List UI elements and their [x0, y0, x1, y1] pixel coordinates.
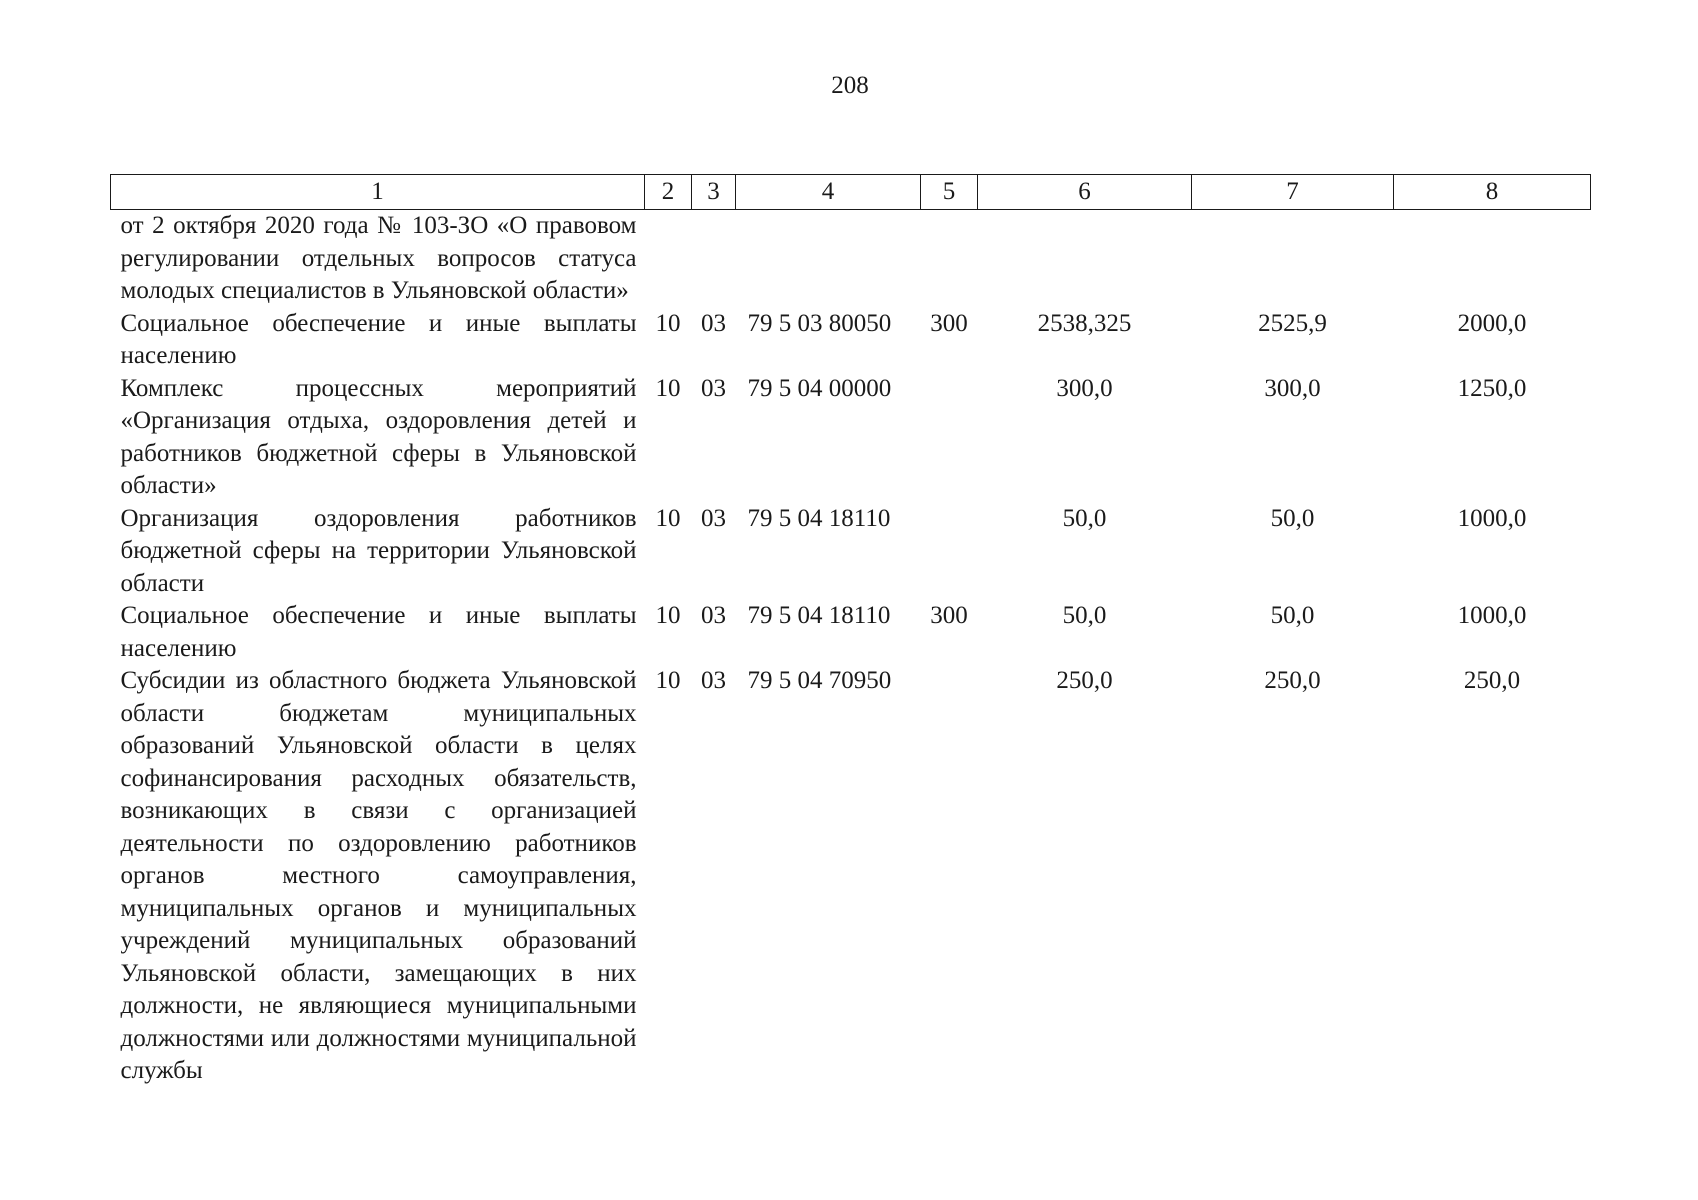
table-row	[111, 308, 1591, 373]
row-amount-7: 250,0	[1264, 667, 1321, 694]
row-name: Социальное обеспечение и иные выплаты населению	[120, 602, 637, 662]
page-number: 208	[831, 72, 869, 99]
row-expense-type: 300	[930, 309, 968, 337]
row-amount-8	[1394, 210, 1591, 308]
row-amount-6: 250,0	[1056, 667, 1113, 694]
table-row	[111, 373, 1591, 503]
row-section: 10	[655, 374, 681, 402]
row-expense-type	[921, 665, 978, 1088]
row-amount-6: 300,0	[1056, 374, 1113, 402]
row-amount-6	[978, 210, 1192, 308]
row-amount-7: 300,0	[1264, 374, 1321, 402]
row-amount-7: 2525,9	[1258, 309, 1327, 337]
column-header-1: 1	[111, 175, 645, 210]
row-section: 10	[655, 309, 681, 337]
column-header-2: 2	[645, 175, 692, 210]
row-name: от 2 октября 2020 года № 103-ЗО «О правовом регулировании отдельных вопросов статуса молодых специалистов в Ульяновской области»	[120, 212, 637, 304]
budget-table	[110, 174, 1591, 1088]
row-expense-type	[921, 373, 978, 503]
row-name: Субсидии из областного бюджета Ульяновской области бюджетам муниципальных образований Ульяновской области в целях софинансирования расходных обязательств, возникающих в связи с организацией деятельности по оздоровлению работников органов местного самоуправления, муниципальных органов и муниципальных учреждений муниципальных образований Ульяновской области, замещающих в них должности, не являющиеся муниципальными должностями или должностями муниципальной службы	[120, 667, 637, 1084]
row-amount-6: 2538,325	[1037, 309, 1132, 337]
row-target-code	[736, 210, 921, 308]
row-target-code: 79 5 03 80050	[747, 309, 892, 337]
row-amount-7: 50,0	[1270, 504, 1315, 532]
row-amount-7: 50,0	[1270, 602, 1315, 629]
row-target-code: 79 5 04 70950	[747, 667, 892, 694]
table-header-row	[111, 175, 1591, 210]
table-row	[111, 503, 1591, 601]
row-expense-type: 300	[930, 602, 968, 629]
row-amount-8: 2000,0	[1457, 309, 1527, 337]
row-name: Комплекс процессных мероприятий «Организация отдыха, оздоровления детей и работников бюджетной сферы в Ульяновской области»	[120, 374, 637, 499]
row-expense-type	[921, 503, 978, 601]
row-subsection: 03	[701, 374, 726, 402]
column-header-4: 4	[736, 175, 921, 210]
row-section	[645, 210, 692, 308]
column-header-6: 6	[978, 175, 1192, 210]
row-amount-8: 1000,0	[1457, 504, 1527, 532]
column-header-8: 8	[1394, 175, 1591, 210]
row-target-code: 79 5 04 18110	[747, 504, 891, 532]
table-row	[111, 665, 1591, 1088]
row-amount-6: 50,0	[1062, 602, 1107, 629]
row-target-code: 79 5 04 18110	[747, 602, 891, 629]
row-amount-7	[1192, 210, 1394, 308]
row-subsection	[692, 210, 736, 308]
row-subsection: 03	[701, 667, 726, 694]
row-section: 10	[655, 667, 681, 694]
row-amount-6: 50,0	[1062, 504, 1107, 532]
row-amount-8: 1000,0	[1457, 602, 1527, 629]
row-subsection: 03	[701, 504, 726, 532]
row-subsection: 03	[701, 309, 726, 337]
column-header-5: 5	[921, 175, 978, 210]
row-section: 10	[655, 602, 681, 629]
row-amount-8: 250,0	[1463, 667, 1521, 694]
column-header-7: 7	[1192, 175, 1394, 210]
table-row	[111, 600, 1591, 665]
row-name: Организация оздоровления работников бюджетной сферы на территории Ульяновской области	[120, 504, 637, 597]
row-subsection: 03	[701, 602, 726, 629]
column-header-3: 3	[692, 175, 736, 210]
row-target-code: 79 5 04 00000	[747, 374, 892, 402]
row-name: Социальное обеспечение и иные выплаты населению	[120, 309, 637, 369]
table-row	[111, 210, 1591, 308]
row-amount-8: 1250,0	[1457, 374, 1527, 402]
row-expense-type	[921, 210, 978, 308]
row-section: 10	[655, 504, 681, 532]
